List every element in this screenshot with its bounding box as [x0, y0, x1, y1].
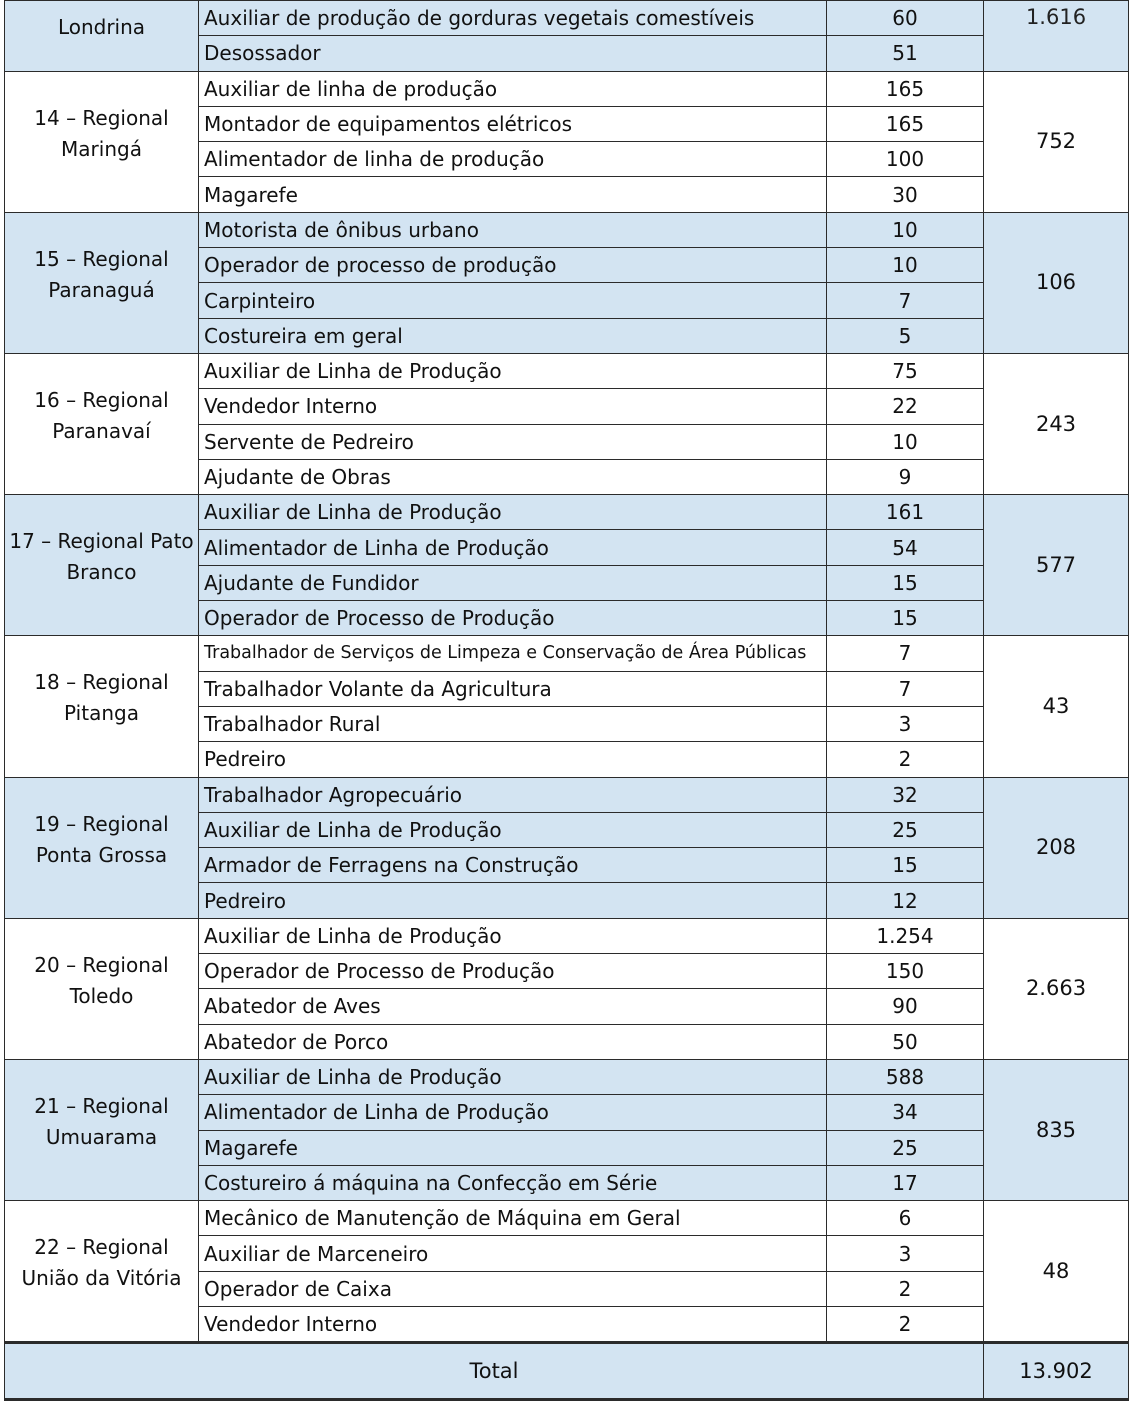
- job-title-cell: Operador de Processo de Produção: [199, 954, 827, 989]
- job-quantity-cell: 7: [827, 283, 984, 318]
- job-quantity-cell: 10: [827, 248, 984, 283]
- job-title-cell: Auxiliar de linha de produção: [199, 71, 827, 106]
- job-title-cell: Auxiliar de Linha de Produção: [199, 918, 827, 953]
- grand-total-value: 13.902: [984, 1343, 1129, 1400]
- job-quantity-cell: 7: [827, 636, 984, 671]
- job-title-cell: Vendedor Interno: [199, 1306, 827, 1342]
- job-title-cell: Auxiliar de Linha de Produção: [199, 812, 827, 847]
- region-name: [5, 1232, 198, 1294]
- job-title-cell: Trabalhador de Serviços de Limpeza e Conservação de Área Públicas: [199, 636, 827, 671]
- region-name-line2: Maringá: [61, 136, 142, 161]
- job-quantity-cell: 588: [827, 1059, 984, 1094]
- region-name: [5, 667, 198, 729]
- job-openings-table: [4, 0, 1129, 1401]
- job-quantity-cell: 9: [827, 459, 984, 494]
- job-title-cell: Alimentador de Linha de Produção: [199, 530, 827, 565]
- region-name-line2: Toledo: [69, 983, 134, 1008]
- table-row: [5, 1201, 1129, 1236]
- region-name: [5, 1091, 198, 1153]
- job-quantity-cell: 161: [827, 495, 984, 530]
- job-quantity-cell: 6: [827, 1201, 984, 1236]
- region-name-cell: [5, 777, 199, 918]
- region-name-line1: 16 – Regional: [34, 388, 169, 413]
- job-title-cell: Operador de Caixa: [199, 1271, 827, 1306]
- region-total: 1.616: [1025, 5, 1087, 30]
- job-quantity-cell: 25: [827, 812, 984, 847]
- region-name-line1: 14 – Regional: [34, 105, 169, 130]
- region-total-cell: 835: [984, 1059, 1129, 1200]
- job-title-cell: Armador de Ferragens na Construção: [199, 848, 827, 883]
- table-wrapper: [4, 0, 1128, 1401]
- job-title-cell: Magarefe: [199, 177, 827, 212]
- job-quantity-cell: 100: [827, 142, 984, 177]
- region-name-line2: Pitanga: [64, 701, 139, 726]
- job-title-cell: Abatedor de Porco: [199, 1024, 827, 1059]
- region-name-line2: Paranavaí: [52, 419, 151, 444]
- job-title-cell: Pedreiro: [199, 883, 827, 918]
- region-name-line2: Paranaguá: [48, 277, 155, 302]
- job-quantity-cell: 1.254: [827, 918, 984, 953]
- job-quantity-cell: 22: [827, 389, 984, 424]
- job-quantity-cell: 2: [827, 1306, 984, 1342]
- region-name: [5, 809, 198, 871]
- job-quantity-cell: 165: [827, 71, 984, 106]
- region-name-line1: 19 – Regional: [34, 811, 169, 836]
- job-quantity-cell: 54: [827, 530, 984, 565]
- region-name-cell: [5, 1059, 199, 1200]
- region-name-line1: 15 – Regional: [34, 246, 169, 271]
- job-title-cell: Abatedor de Aves: [199, 989, 827, 1024]
- table-row: [5, 918, 1129, 953]
- region-name-cell: [5, 71, 199, 212]
- job-quantity-cell: 50: [827, 1024, 984, 1059]
- job-title-cell: Carpinteiro: [199, 283, 827, 318]
- job-quantity-cell: 15: [827, 601, 984, 636]
- job-quantity-cell: 51: [827, 36, 984, 71]
- job-quantity-cell: 60: [827, 1, 984, 36]
- job-title-cell: Operador de processo de produção: [199, 248, 827, 283]
- job-title-cell: Trabalhador Volante da Agricultura: [199, 671, 827, 706]
- region-total-cell: 106: [984, 212, 1129, 353]
- job-title-cell: Magarefe: [199, 1130, 827, 1165]
- job-title-cell: Alimentador de linha de produção: [199, 142, 827, 177]
- region-name-cell: [5, 212, 199, 353]
- job-title-cell: Auxiliar de Marceneiro: [199, 1236, 827, 1271]
- region-name-line1: 17 – Regional Pato: [9, 529, 194, 554]
- region-name: [5, 950, 198, 1012]
- region-name-cell: [5, 918, 199, 1059]
- region-total-cell: 2.663: [984, 918, 1129, 1059]
- job-title-cell: Trabalhador Agropecuário: [199, 777, 827, 812]
- job-quantity-cell: 17: [827, 1165, 984, 1200]
- region-name: Londrina: [57, 15, 146, 40]
- table-row: [5, 495, 1129, 530]
- job-quantity-cell: 25: [827, 1130, 984, 1165]
- region-total-cell: 48: [984, 1201, 1129, 1343]
- region-total-cell: 577: [984, 495, 1129, 636]
- job-quantity-cell: 90: [827, 989, 984, 1024]
- region-total-cell: 43: [984, 636, 1129, 777]
- job-title-cell: Desossador: [199, 36, 827, 71]
- region-name-cell: [5, 636, 199, 777]
- region-name-line2: Branco: [66, 560, 137, 585]
- job-quantity-cell: 15: [827, 565, 984, 600]
- region-total-cell: [984, 1, 1129, 72]
- table-row: [5, 353, 1129, 388]
- job-quantity-cell: 150: [827, 954, 984, 989]
- grand-total-label: Total: [5, 1343, 984, 1400]
- region-total-cell: 752: [984, 71, 1129, 212]
- region-name-line1: 22 – Regional: [34, 1235, 169, 1260]
- job-quantity-cell: 32: [827, 777, 984, 812]
- table-row: [5, 212, 1129, 247]
- job-quantity-cell: 3: [827, 706, 984, 741]
- grand-total-row: [5, 1343, 1129, 1400]
- job-title-cell: Mecânico de Manutenção de Máquina em Geral: [199, 1201, 827, 1236]
- region-name-cell: [5, 495, 199, 636]
- job-title-cell: Auxiliar de Linha de Produção: [199, 1059, 827, 1094]
- region-name: [5, 526, 198, 588]
- region-name-cell: [5, 1, 199, 72]
- job-title-cell: Alimentador de Linha de Produção: [199, 1095, 827, 1130]
- table-row: [5, 1, 1129, 36]
- table-row: [5, 71, 1129, 106]
- region-name-line2: União da Vitória: [21, 1266, 182, 1291]
- job-quantity-cell: 15: [827, 848, 984, 883]
- job-quantity-cell: 3: [827, 1236, 984, 1271]
- table-row: [5, 777, 1129, 812]
- job-title-cell: Servente de Pedreiro: [199, 424, 827, 459]
- table-row: [5, 636, 1129, 671]
- region-name-line1: 20 – Regional: [34, 952, 169, 977]
- job-quantity-cell: 2: [827, 1271, 984, 1306]
- region-name-line1: 21 – Regional: [34, 1094, 169, 1118]
- job-quantity-cell: 5: [827, 318, 984, 353]
- job-title-cell: Motorista de ônibus urbano: [199, 212, 827, 247]
- job-quantity-cell: 10: [827, 212, 984, 247]
- job-quantity-cell: 165: [827, 106, 984, 141]
- region-total-cell: 208: [984, 777, 1129, 918]
- region-total-cell: 243: [984, 353, 1129, 494]
- job-title-cell: Auxiliar de Linha de Produção: [199, 495, 827, 530]
- region-name-cell: [5, 353, 199, 494]
- job-quantity-cell: 30: [827, 177, 984, 212]
- job-title-cell: Operador de Processo de Produção: [199, 601, 827, 636]
- job-quantity-cell: 34: [827, 1095, 984, 1130]
- job-title-cell: Vendedor Interno: [199, 389, 827, 424]
- region-name-line2: Ponta Grossa: [35, 842, 168, 867]
- table-row: [5, 1059, 1129, 1094]
- job-title-cell: Auxiliar de Linha de Produção: [199, 353, 827, 388]
- job-title-cell: Trabalhador Rural: [199, 706, 827, 741]
- job-quantity-cell: 2: [827, 742, 984, 777]
- job-title-cell: Ajudante de Obras: [199, 459, 827, 494]
- job-title-cell: Auxiliar de produção de gorduras vegetais comestíveis: [199, 1, 827, 36]
- job-quantity-cell: 10: [827, 424, 984, 459]
- region-name: [5, 103, 198, 165]
- region-name-cell: [5, 1201, 199, 1343]
- job-title-cell: Costureira em geral: [199, 318, 827, 353]
- job-title-cell: Montador de equipamentos elétricos: [199, 106, 827, 141]
- table-body: [5, 1, 1129, 1343]
- job-title-cell: Ajudante de Fundidor: [199, 565, 827, 600]
- job-quantity-cell: 12: [827, 883, 984, 918]
- region-name: [5, 385, 198, 447]
- region-name-line1: 18 – Regional: [34, 670, 169, 695]
- region-name-line2: Umuarama: [45, 1125, 158, 1149]
- job-title-cell: Costureiro á máquina na Confecção em Série: [199, 1165, 827, 1200]
- job-quantity-cell: 7: [827, 671, 984, 706]
- job-title-cell: Pedreiro: [199, 742, 827, 777]
- job-quantity-cell: 75: [827, 353, 984, 388]
- region-name: [5, 244, 198, 306]
